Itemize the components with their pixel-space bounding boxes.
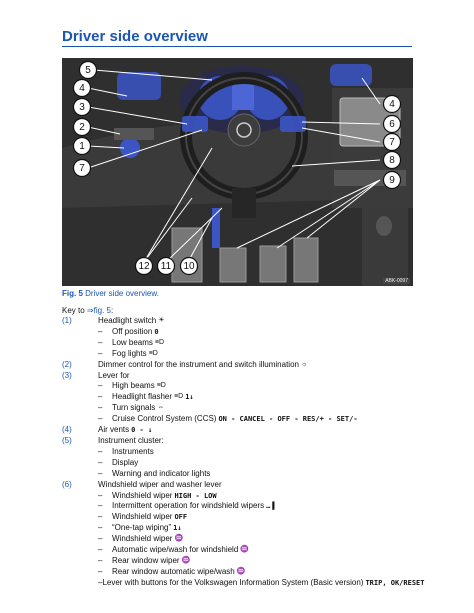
key-subitem bbox=[62, 512, 412, 523]
key-item-text: Rear window wiper bbox=[112, 555, 180, 565]
key-subitem bbox=[62, 534, 412, 545]
key-intro-label: Key to bbox=[62, 306, 85, 315]
figure-caption-text: Driver side overview. bbox=[85, 289, 159, 298]
callout-number: 2 bbox=[79, 122, 85, 133]
callout-7 bbox=[74, 160, 91, 177]
key-item-bullet: – bbox=[98, 457, 103, 467]
key-item-text: Headlight flasher bbox=[112, 392, 173, 402]
key-subitem bbox=[62, 327, 412, 338]
key-subitem bbox=[62, 414, 412, 425]
key-intro bbox=[62, 306, 113, 315]
key-item-bullet: – bbox=[98, 534, 103, 544]
key-item-text: Display bbox=[112, 457, 139, 467]
key-item-bullet: – bbox=[98, 381, 103, 391]
control-symbol-icon: ≡D bbox=[174, 393, 184, 401]
callout-6 bbox=[384, 116, 401, 133]
key-item-bullet: – bbox=[98, 403, 103, 413]
key-item-number: (6) bbox=[62, 479, 72, 489]
callout-number: 1 bbox=[79, 141, 85, 152]
key-item bbox=[62, 480, 412, 491]
key-item-bullet: – bbox=[98, 501, 103, 511]
key-item-bullet: – bbox=[98, 468, 103, 478]
callout-4 bbox=[384, 96, 401, 113]
key-item-text: Warning and indicator lights bbox=[112, 468, 211, 478]
key-item-text: Windshield wiper bbox=[112, 490, 173, 500]
key-item-number: (2) bbox=[62, 359, 72, 369]
callout-8 bbox=[384, 152, 401, 169]
callout-10 bbox=[181, 258, 198, 275]
control-position-label: 0 bbox=[154, 327, 159, 336]
dashboard-illustration bbox=[62, 58, 413, 286]
control-symbol-icon: ≡D bbox=[156, 382, 166, 390]
figure-caption bbox=[62, 289, 159, 298]
callout-number: 9 bbox=[389, 175, 395, 186]
control-position-label: OFF bbox=[174, 513, 188, 522]
callout-number: 4 bbox=[389, 99, 395, 110]
key-intro-colon: : bbox=[110, 306, 114, 315]
callout-2 bbox=[74, 119, 91, 136]
key-item-text: Rear window automatic wipe/wash bbox=[112, 566, 235, 576]
callout-7 bbox=[384, 134, 401, 151]
key-item-bullet: – bbox=[98, 414, 103, 424]
key-item bbox=[62, 316, 412, 327]
key-item-bullet: – bbox=[98, 577, 103, 587]
key-subitem bbox=[62, 447, 412, 458]
key-item-bullet: – bbox=[98, 326, 103, 336]
control-position-label: ON - CANCEL - OFF - RES/+ - SET/- bbox=[218, 415, 358, 424]
key-item bbox=[62, 371, 412, 382]
callout-number: 7 bbox=[79, 163, 85, 174]
key-item-text: Turn signals bbox=[112, 403, 156, 413]
key-item-text: Low beams bbox=[112, 337, 153, 347]
key-item-text: Headlight switch bbox=[98, 316, 157, 325]
key-item-text: Cruise Control System (CCS) bbox=[112, 414, 217, 424]
key-subitem bbox=[62, 392, 412, 403]
control-symbol-icon: ♒ bbox=[174, 535, 184, 543]
key-item bbox=[62, 436, 412, 447]
key-item-text: “One-tap wiping” bbox=[112, 523, 172, 533]
key-item-bullet: – bbox=[98, 490, 103, 500]
key-item-bullet: – bbox=[98, 337, 103, 347]
key-item-text: Lever with buttons for the Volkswagen Information System (Basic version) bbox=[102, 577, 364, 587]
callout-12 bbox=[136, 258, 153, 275]
key-item-text: Automatic wipe/wash for windshield bbox=[112, 545, 239, 555]
key-item-text: Lever for bbox=[98, 370, 130, 380]
callout-number: 4 bbox=[79, 83, 85, 94]
figure-reference-link[interactable]: ⇒fig. 5 bbox=[86, 306, 111, 315]
key-subitem bbox=[62, 491, 412, 502]
callout-number: 12 bbox=[138, 261, 150, 272]
title-divider bbox=[62, 46, 412, 47]
key-item-bullet: – bbox=[98, 523, 103, 533]
key-subitem bbox=[62, 567, 412, 578]
callout-3 bbox=[74, 99, 91, 116]
callout-number: 11 bbox=[160, 261, 172, 272]
callout-1 bbox=[74, 138, 91, 155]
key-item-number: (4) bbox=[62, 425, 72, 435]
control-position-label: 1↓ bbox=[173, 524, 182, 533]
control-position-label: TRIP, OK/RESET bbox=[365, 578, 425, 587]
key-subitem bbox=[62, 338, 412, 349]
key-item-number: (5) bbox=[62, 435, 72, 445]
control-position-label: 0 - ↓ bbox=[131, 426, 153, 435]
key-item-number: (3) bbox=[62, 370, 72, 380]
key-item bbox=[62, 425, 412, 436]
callout-9 bbox=[384, 172, 401, 189]
control-symbol-icon: ☼ bbox=[300, 360, 308, 368]
key-subitem bbox=[62, 577, 425, 589]
key-item-text: Air vents bbox=[98, 425, 130, 435]
key-subitem bbox=[62, 523, 412, 534]
callout-number: 10 bbox=[183, 261, 195, 272]
callout-number: 7 bbox=[389, 137, 395, 148]
control-position-label: …▐ bbox=[266, 502, 275, 511]
key-subitem bbox=[62, 545, 412, 556]
page-title: Driver side overview bbox=[62, 28, 208, 45]
key-item-number: (1) bbox=[62, 316, 72, 325]
callout-number: 3 bbox=[79, 102, 85, 113]
control-symbol-icon: ≡D bbox=[148, 349, 158, 357]
key-item-bullet: – bbox=[98, 566, 103, 576]
key-subitem bbox=[62, 556, 412, 567]
control-symbol-icon: ≡D bbox=[154, 338, 165, 346]
key-item-text: Instrument cluster: bbox=[98, 435, 164, 445]
key-item bbox=[62, 360, 412, 371]
key-item-text: Intermittent operation for windshield wipers bbox=[112, 501, 265, 511]
control-position-label: 1↓ bbox=[185, 393, 194, 402]
key-item-bullet: – bbox=[98, 512, 103, 522]
key-item-bullet: – bbox=[98, 555, 103, 565]
key-item-text: Dimmer control for the instrument and switch illumination bbox=[98, 359, 299, 369]
callout-4 bbox=[74, 80, 91, 97]
figure-caption-label: Fig. 5 bbox=[62, 289, 83, 298]
key-item-text: High beams bbox=[112, 381, 155, 391]
control-symbol-icon: ♒ bbox=[240, 546, 249, 554]
key-subitem bbox=[62, 458, 412, 469]
key-item-text: Off position bbox=[112, 326, 153, 336]
callout-number: 5 bbox=[85, 65, 91, 76]
key-item-text: Windshield wiper bbox=[112, 534, 173, 544]
callout-5 bbox=[80, 62, 97, 79]
callout-number: 8 bbox=[389, 155, 395, 166]
key-list bbox=[62, 316, 425, 589]
key-item-bullet: – bbox=[98, 348, 103, 358]
callout-layer bbox=[62, 58, 413, 286]
callout-11 bbox=[158, 258, 175, 275]
key-item-text: Instruments bbox=[112, 446, 154, 456]
key-item-bullet: – bbox=[98, 545, 103, 555]
control-symbol-icon: ⇔ bbox=[157, 404, 165, 412]
figure-code: ABK-0097 bbox=[385, 278, 408, 284]
callout-number: 6 bbox=[389, 119, 395, 130]
key-item-bullet: – bbox=[98, 446, 103, 456]
control-symbol-icon: ♒ bbox=[236, 567, 246, 575]
key-item-bullet: – bbox=[98, 392, 103, 402]
key-item-text: Windshield wiper bbox=[112, 512, 173, 522]
key-item-text: Windshield wiper and washer lever bbox=[98, 479, 222, 489]
key-subitem bbox=[62, 469, 412, 480]
key-subitem bbox=[62, 403, 412, 414]
key-item-text: Fog lights bbox=[112, 348, 147, 358]
control-symbol-icon: ☀ bbox=[158, 317, 165, 324]
control-position-label: HIGH - LOW bbox=[174, 491, 217, 500]
key-subitem bbox=[62, 501, 412, 512]
key-subitem bbox=[62, 349, 412, 360]
key-subitem bbox=[62, 381, 412, 392]
control-symbol-icon: ♒ bbox=[181, 556, 191, 564]
